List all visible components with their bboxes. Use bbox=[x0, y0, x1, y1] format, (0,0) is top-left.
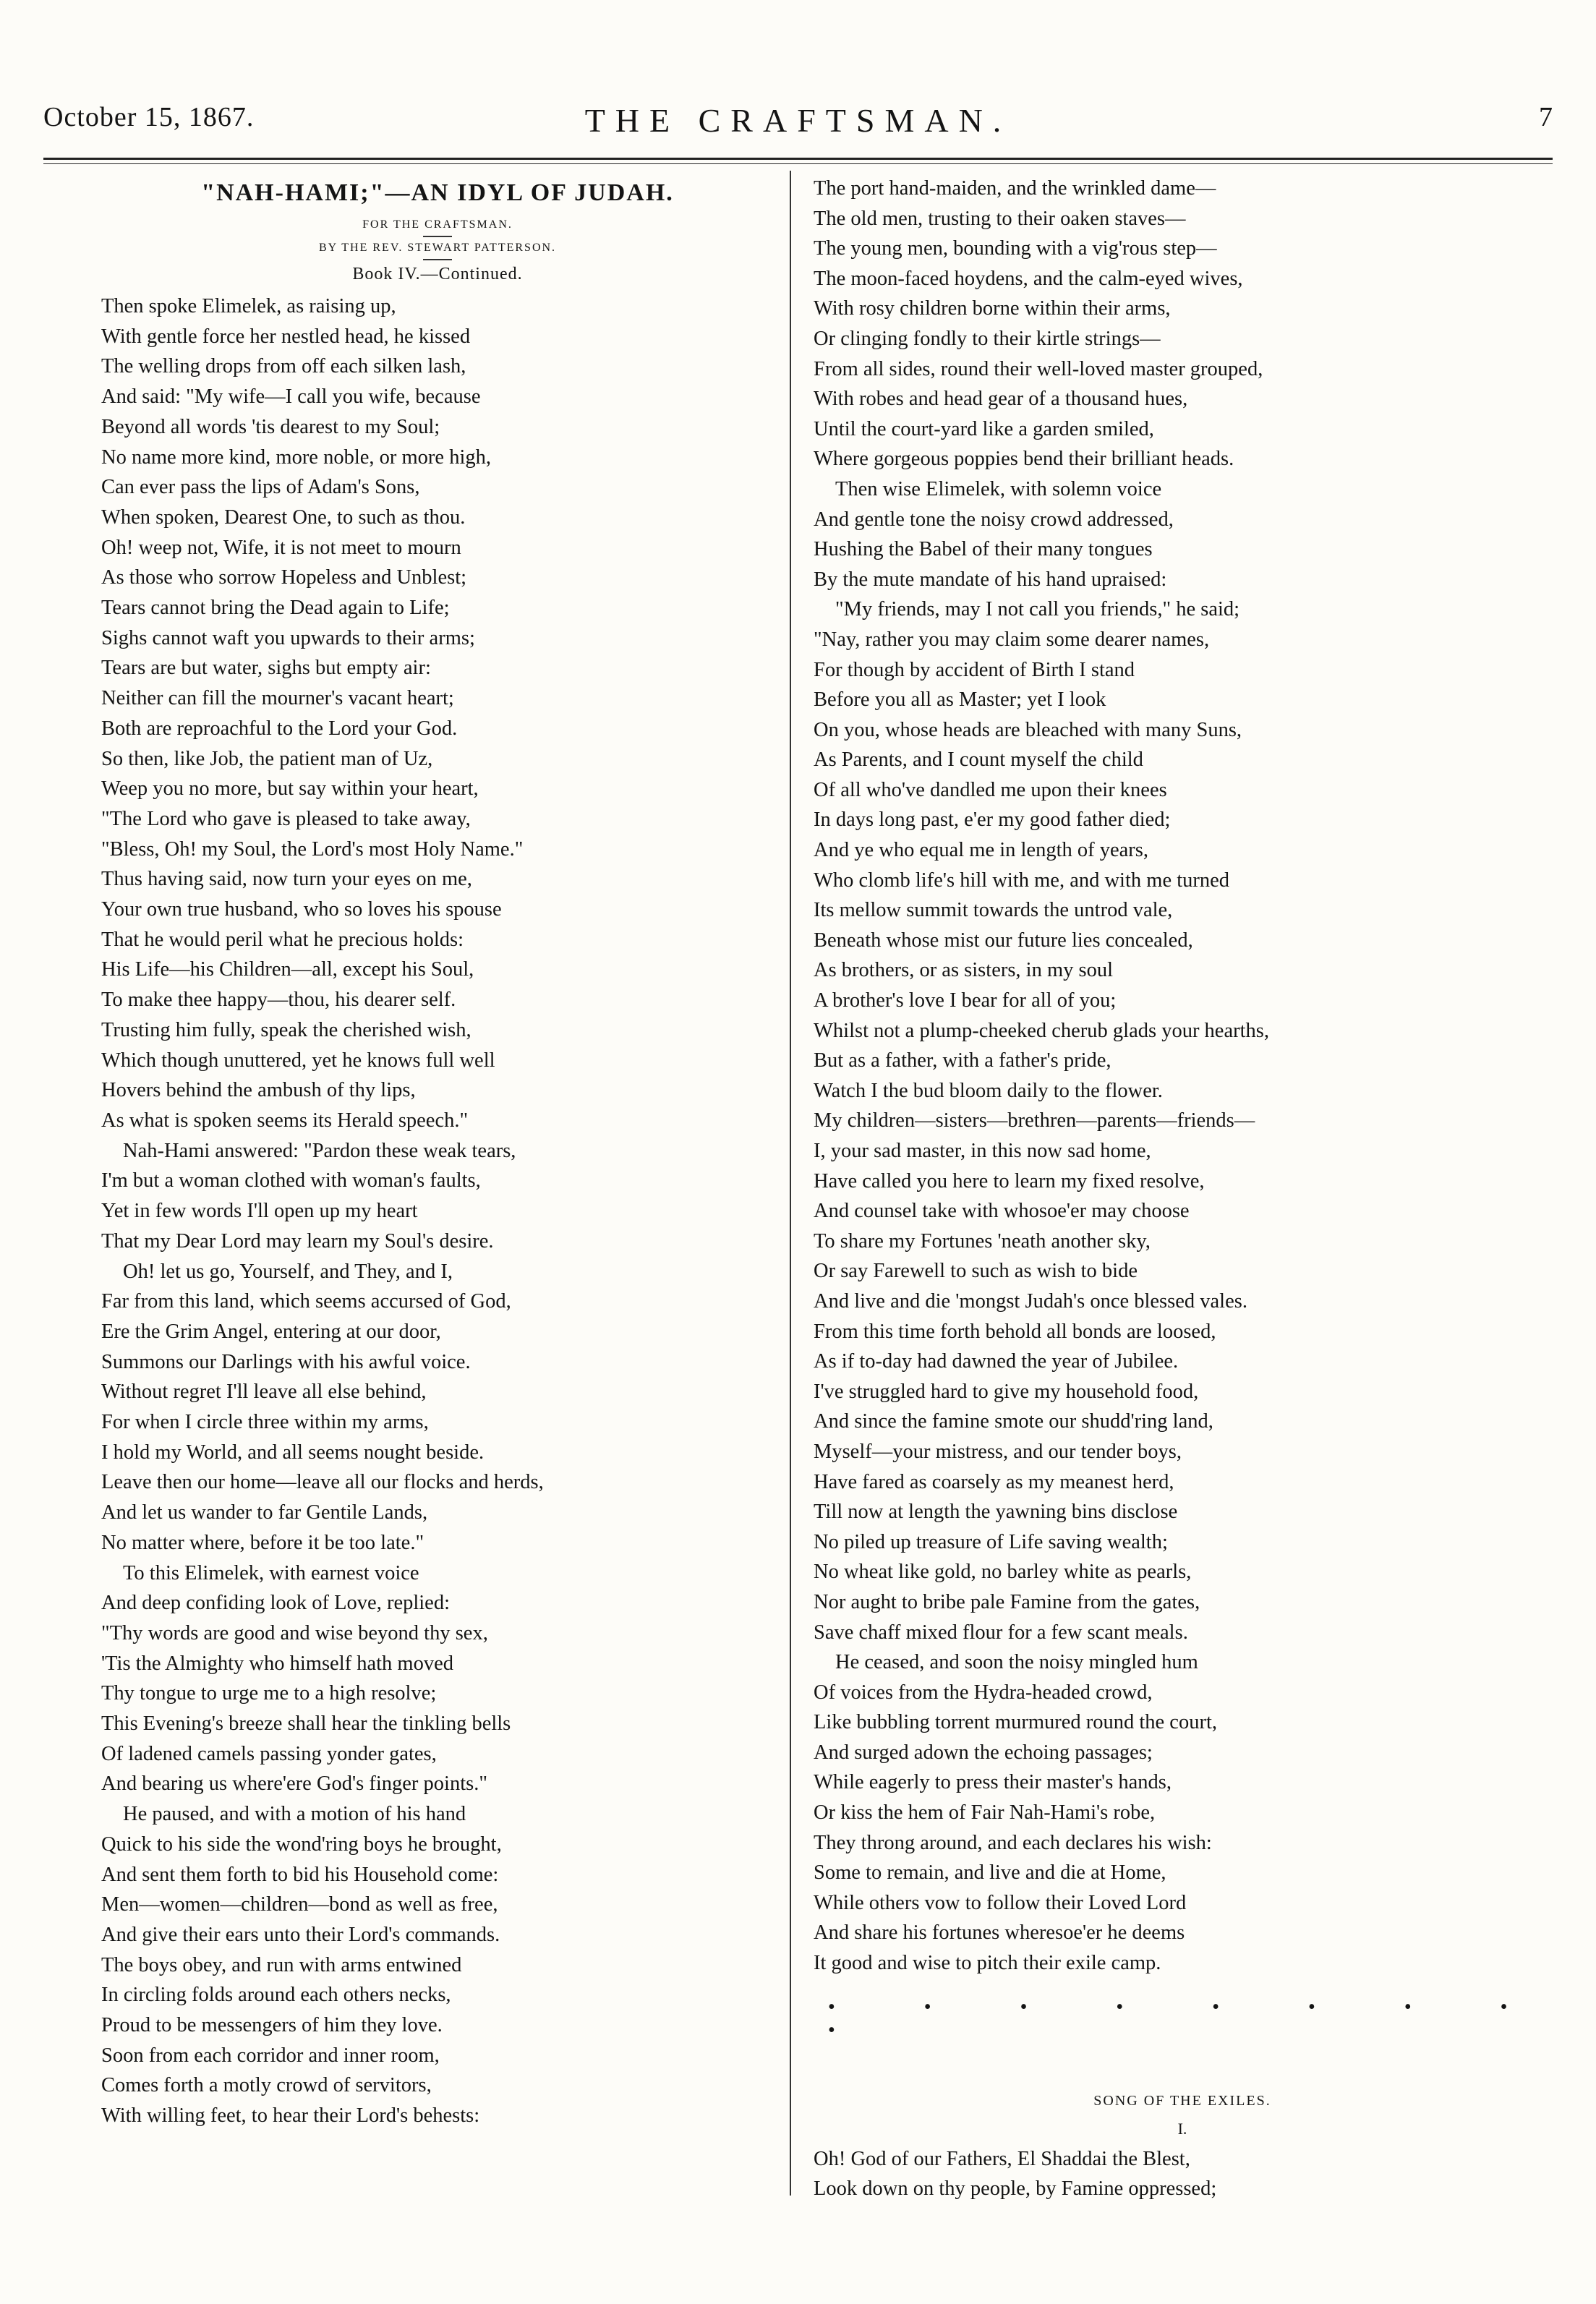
verse-line: Or kiss the hem of Fair Nah-Hami's robe, bbox=[814, 1801, 1156, 1825]
verse-line: In days long past, e'er my good father died; bbox=[814, 808, 1171, 832]
header-rule bbox=[43, 158, 1553, 160]
verse-line: Oh! let us go, Yourself, and They, and I, bbox=[123, 1260, 453, 1283]
short-divider bbox=[423, 259, 452, 260]
verse-line: With robes and head gear of a thousand hues, bbox=[814, 388, 1188, 411]
page-number: 7 bbox=[1539, 102, 1553, 132]
verse-line: Oh! God of our Fathers, El Shaddai the Blest, bbox=[814, 2147, 1190, 2170]
verse-line: Myself—your mistress, and our tender boys, bbox=[814, 1440, 1182, 1463]
verse-line: Summons our Darlings with his awful voice. bbox=[101, 1350, 471, 1373]
verse-line: And live and die 'mongst Judah's once blessed vales. bbox=[814, 1289, 1247, 1313]
verse-line: Soon from each corridor and inner room, bbox=[101, 2044, 440, 2067]
verse-line: "The Lord who gave is pleased to take away, bbox=[101, 807, 471, 830]
verse-line: Ere the Grim Angel, entering at our door, bbox=[101, 1320, 441, 1343]
verse-line: On you, whose heads are bleached with many Suns, bbox=[814, 718, 1242, 741]
verse-line: But as a father, with a father's pride, bbox=[814, 1049, 1111, 1072]
verse-line: With rosy children borne within their arms, bbox=[814, 297, 1171, 320]
stanza-number: I. bbox=[1177, 2119, 1187, 2138]
verse-line: And let us wander to far Gentile Lands, bbox=[101, 1501, 428, 1524]
verse-line: Hovers behind the ambush of thy lips, bbox=[101, 1079, 416, 1102]
verse-line: He ceased, and soon the noisy mingled hum bbox=[835, 1651, 1198, 1674]
verse-line: Before you all as Master; yet I look bbox=[814, 688, 1106, 712]
verse-line: As those who sorrow Hopeless and Unblest; bbox=[101, 566, 467, 589]
verse-line: To make thee happy—thou, his dearer self. bbox=[101, 989, 456, 1012]
verse-line: With willing feet, to hear their Lord's behests: bbox=[101, 2104, 480, 2128]
verse-line: Whilst not a plump-cheeked cherub glads your hearths, bbox=[814, 1019, 1269, 1042]
header-rule-thin bbox=[43, 163, 1553, 164]
verse-line: From this time forth behold all bonds are loosed, bbox=[814, 1320, 1216, 1343]
verse-line: Its mellow summit towards the untrod vale, bbox=[814, 899, 1173, 922]
verse-line: Yet in few words I'll open up my heart bbox=[101, 1200, 418, 1223]
verse-line: And gentle tone the noisy crowd addressed, bbox=[814, 508, 1174, 531]
verse-line: Comes forth a motly crowd of servitors, bbox=[101, 2074, 432, 2097]
verse-line: Watch I the bud bloom daily to the flower. bbox=[814, 1079, 1163, 1102]
verse-line: Far from this land, which seems accursed of God, bbox=[101, 1290, 511, 1313]
masthead: THE CRAFTSMAN. bbox=[584, 102, 1012, 139]
verse-line: The welling drops from off each silken lash, bbox=[101, 355, 466, 378]
verse-line: My children—sisters—brethren—parents—friends— bbox=[814, 1109, 1255, 1132]
verse-line: No name more kind, more noble, or more high, bbox=[101, 445, 491, 469]
verse-line: Trusting him fully, speak the cherished wish, bbox=[101, 1018, 471, 1041]
verse-line: Until the court-yard like a garden smiled, bbox=[814, 417, 1154, 440]
verse-line: "Bless, Oh! my Soul, the Lord's most Holy Name." bbox=[101, 837, 524, 861]
verse-line: Have called you here to learn my fixed resolve, bbox=[814, 1169, 1205, 1192]
verse-line: I, your sad master, in this now sad home, bbox=[814, 1140, 1151, 1162]
short-divider bbox=[423, 236, 452, 237]
verse-line: Have fared as coarsely as my meanest herd, bbox=[814, 1470, 1174, 1493]
verse-line: Which though unuttered, yet he knows full well bbox=[101, 1049, 495, 1072]
verse-line: "Nay, rather you may claim some dearer names, bbox=[814, 628, 1210, 651]
verse-line: No matter where, before it be too late." bbox=[101, 1531, 424, 1554]
verse-line: Or say Farewell to such as wish to bide bbox=[814, 1260, 1138, 1283]
verse-line: And since the famine smote our shudd'ring land, bbox=[814, 1410, 1213, 1433]
verse-line: By the mute mandate of his hand upraised: bbox=[814, 568, 1167, 591]
verse-line: No wheat like gold, no barley white as pearls, bbox=[814, 1561, 1192, 1584]
verse-line: And counsel take with whosoe'er may choose bbox=[814, 1200, 1190, 1223]
verse-line: This Evening's breeze shall hear the tinkling bells bbox=[101, 1712, 511, 1736]
author-byline: BY THE REV. STEWART PATTERSON. bbox=[318, 242, 557, 254]
issue-date: October 15, 1867. bbox=[43, 102, 255, 132]
verse-line: And give their ears unto their Lord's commands. bbox=[101, 1923, 500, 1946]
verse-line: As if to-day had dawned the year of Jubilee. bbox=[814, 1350, 1179, 1373]
verse-line: The boys obey, and run with arms entwined bbox=[101, 1953, 462, 1976]
verse-line: And bearing us where'ere God's finger points." bbox=[101, 1772, 487, 1796]
verse-line: While eagerly to press their master's hands, bbox=[814, 1771, 1172, 1794]
section-break-stars: • • • • • • • • • bbox=[828, 1995, 1550, 2041]
verse-line: So then, like Job, the patient man of Uz, bbox=[101, 747, 433, 770]
verse-line: Oh! weep not, Wife, it is not meet to mourn bbox=[101, 536, 461, 559]
verse-line: The old men, trusting to their oaken staves— bbox=[814, 207, 1186, 230]
verse-line: Beyond all words 'tis dearest to my Soul; bbox=[101, 415, 440, 438]
for-line: FOR THE CRAFTSMAN. bbox=[362, 218, 513, 231]
verse-line: Without regret I'll leave all else behind, bbox=[101, 1381, 427, 1404]
verse-line: Then spoke Elimelek, as raising up, bbox=[101, 295, 396, 317]
song-lines bbox=[814, 2144, 1551, 2204]
verse-line: For though by accident of Birth I stand bbox=[814, 658, 1135, 681]
verse-line: While others vow to follow their Loved Lord bbox=[814, 1891, 1187, 1914]
verse-line: To this Elimelek, with earnest voice bbox=[123, 1561, 419, 1584]
verse-line: As Parents, and I count myself the child bbox=[814, 748, 1143, 772]
verse-line: No piled up treasure of Life saving wealth; bbox=[814, 1530, 1168, 1553]
verse-line: To share my Fortunes 'neath another sky, bbox=[814, 1229, 1151, 1253]
verse-line: Your own true husband, who so loves his spouse bbox=[101, 898, 502, 921]
verse-line: And deep confiding look of Love, replied: bbox=[101, 1592, 450, 1615]
verse-line: That my Dear Lord may learn my Soul's desire. bbox=[101, 1229, 494, 1253]
verse-line: Save chaff mixed flour for a few scant meals. bbox=[814, 1621, 1188, 1644]
verse-line: The young men, bounding with a vig'rous step— bbox=[814, 237, 1217, 260]
left-column bbox=[101, 174, 774, 2131]
verse-line: In circling folds around each others necks, bbox=[101, 1984, 451, 2007]
verse-line: Thy tongue to urge me to a high resolve; bbox=[101, 1682, 437, 1705]
verse-line: From all sides, round their well-loved master grouped, bbox=[814, 357, 1263, 380]
verse-line: When spoken, Dearest One, to such as thou. bbox=[101, 505, 466, 529]
verse-line: Till now at length the yawning bins disclose bbox=[814, 1501, 1178, 1524]
verse-line: And ye who equal me in length of years, bbox=[814, 839, 1148, 862]
verse-line: The moon-faced hoydens, and the calm-eyed wives, bbox=[814, 267, 1243, 290]
verse-line: Of ladened camels passing yonder gates, bbox=[101, 1742, 437, 1765]
verse-line: Beneath whose mist our future lies concealed, bbox=[814, 929, 1193, 952]
verse-line: With gentle force her nestled head, he kissed bbox=[101, 325, 471, 348]
right-column bbox=[814, 174, 1551, 2204]
verse-line: And surged adown the echoing passages; bbox=[814, 1741, 1153, 1764]
verse-line: As brothers, or as sisters, in my soul bbox=[814, 959, 1114, 982]
verse-line: "Thy words are good and wise beyond thy sex, bbox=[101, 1621, 488, 1644]
verse-line: That he would peril what he precious holds: bbox=[101, 928, 464, 951]
verse-line: I've struggled hard to give my household food, bbox=[814, 1380, 1199, 1403]
verse-line: Look down on thy people, by Famine oppressed; bbox=[814, 2177, 1217, 2201]
verse-line: Like bubbling torrent murmured round the court, bbox=[814, 1711, 1217, 1734]
verse-line: Hushing the Babel of their many tongues bbox=[814, 538, 1153, 561]
verse-line: Some to remain, and live and die at Home, bbox=[814, 1861, 1166, 1885]
verse-line: Both are reproachful to the Lord your God. bbox=[101, 717, 458, 740]
verse-line: And sent them forth to bid his Household come: bbox=[101, 1863, 499, 1886]
verse-line: 'Tis the Almighty who himself hath moved bbox=[101, 1652, 454, 1675]
verse-line: "My friends, may I not call you friends," he said; bbox=[835, 598, 1240, 621]
verse-line: Tears are but water, sighs but empty air: bbox=[101, 657, 431, 680]
verse-line: Then wise Elimelek, with solemn voice bbox=[835, 477, 1162, 500]
section-heading: Book IV.—Continued. bbox=[352, 265, 523, 283]
verse-line: The port hand-maiden, and the wrinkled dame— bbox=[814, 177, 1216, 200]
verse-line: Leave then our home—leave all our flocks and herds, bbox=[101, 1471, 544, 1494]
verse-line: Neither can fill the mourner's vacant heart; bbox=[101, 687, 454, 710]
verse-line: Sighs cannot waft you upwards to their arms; bbox=[101, 626, 475, 649]
verse-line: Of voices from the Hydra-headed crowd, bbox=[814, 1681, 1153, 1704]
verse-line: Quick to his side the wond'ring boys he brought, bbox=[101, 1832, 502, 1856]
verse-line: Can ever pass the lips of Adam's Sons, bbox=[101, 476, 420, 499]
verse-line: Who clomb life's hill with me, and with me turned bbox=[814, 869, 1230, 892]
article-title: "NAH-HAMI;"—AN IDYL OF JUDAH. bbox=[201, 179, 674, 206]
verse-line: For when I circle three within my arms, bbox=[101, 1411, 429, 1434]
verse-line: They throng around, and each declares his wish: bbox=[814, 1831, 1212, 1854]
song-title: SONG OF THE EXILES. bbox=[1093, 2092, 1271, 2109]
verse-line: Tears cannot bring the Dead again to Life; bbox=[101, 597, 450, 620]
verse-line: Weep you no more, but say within your heart, bbox=[101, 777, 479, 801]
verse-line: As what is spoken seems its Herald speech." bbox=[101, 1109, 469, 1132]
verse-line: Proud to be messengers of him they love. bbox=[101, 2014, 443, 2037]
verse-line: Thus having said, now turn your eyes on me, bbox=[101, 868, 472, 891]
verse-line: Or clinging fondly to their kirtle strings— bbox=[814, 327, 1161, 350]
verse-line: Where gorgeous poppies bend their brilliant heads. bbox=[814, 448, 1234, 471]
column-divider bbox=[790, 171, 791, 2196]
verse-line: Of all who've dandled me upon their knees bbox=[814, 778, 1167, 801]
verse-line: Nah-Hami answered: "Pardon these weak tears, bbox=[123, 1139, 516, 1162]
verse-line: I'm but a woman clothed with woman's faults, bbox=[101, 1169, 481, 1192]
verse-line: And said: "My wife—I call you wife, because bbox=[101, 385, 481, 409]
poem-left bbox=[101, 291, 774, 2131]
verse-line: He paused, and with a motion of his hand bbox=[123, 1803, 466, 1826]
verse-line: A brother's love I bear for all of you; bbox=[814, 989, 1117, 1012]
poem-right bbox=[814, 174, 1551, 1979]
verse-line: And share his fortunes wheresoe'er he deems bbox=[814, 1921, 1185, 1945]
page-header bbox=[43, 101, 1553, 152]
verse-line: Men—women—children—bond as well as free, bbox=[101, 1893, 498, 1916]
verse-line: His Life—his Children—all, except his Soul, bbox=[101, 958, 474, 981]
verse-line: Nor aught to bribe pale Famine from the gates, bbox=[814, 1590, 1200, 1613]
verse-line: It good and wise to pitch their exile camp. bbox=[814, 1952, 1161, 1975]
verse-line: I hold my World, and all seems nought beside. bbox=[101, 1441, 485, 1464]
